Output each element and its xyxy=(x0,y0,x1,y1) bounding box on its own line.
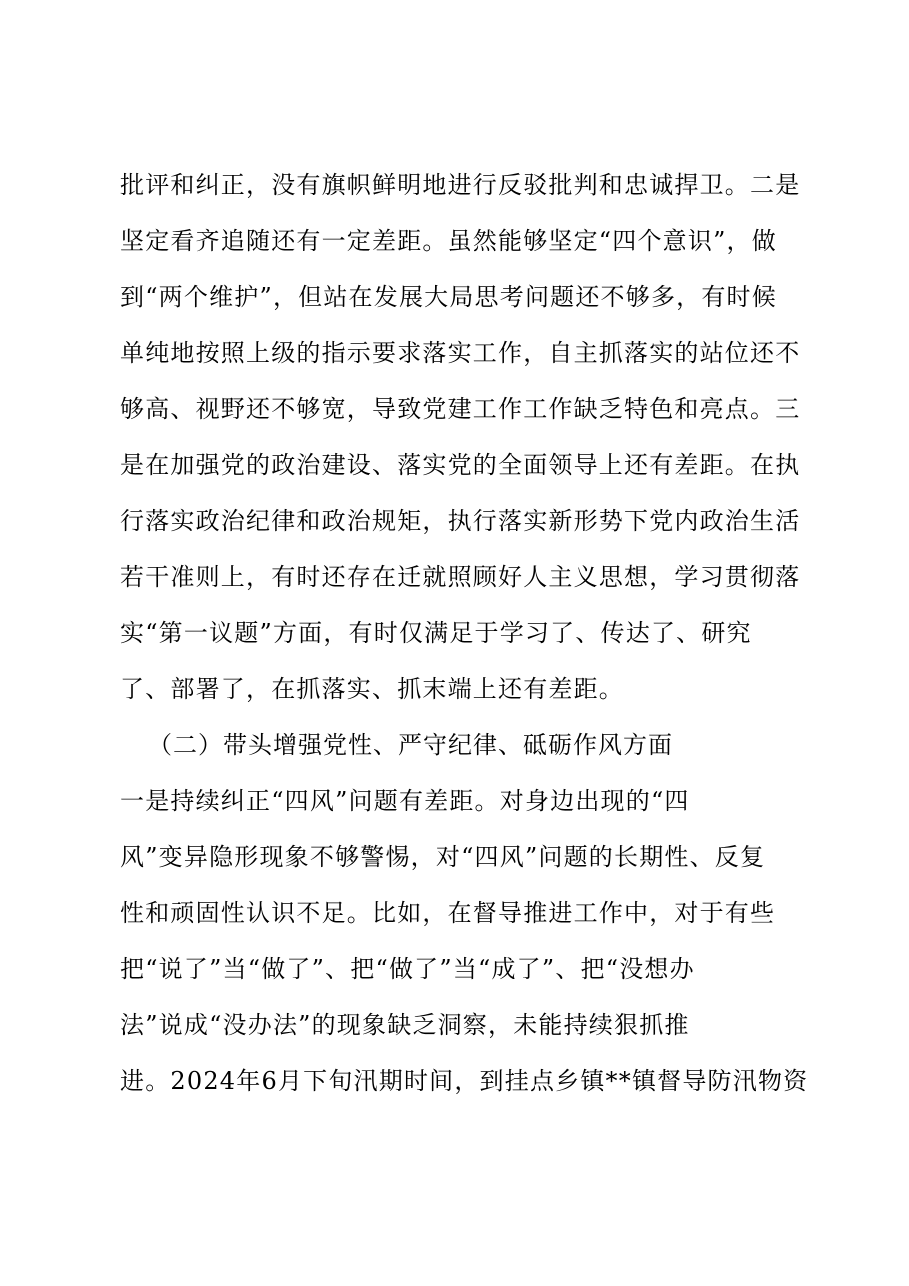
body-text-line: 风”变异隐形现象不够警惕，对“四风”问题的长期性、反复 xyxy=(120,843,766,871)
section-heading: （二）带头增强党性、严守纪律、砥砺作风方面 xyxy=(148,731,673,759)
body-text-line: 进。2024年6月下旬汛期时间，到挂点乡镇**镇督导防汛物资 xyxy=(120,1067,809,1095)
body-text-line: 性和顽固性认识不足。比如，在督导推进工作中，对于有些 xyxy=(120,899,776,927)
body-text-line: 法”说成“没办法”的现象缺乏洞察，未能持续狠抓推 xyxy=(120,1011,690,1039)
body-text-line: 一是持续纠正“四风”问题有差距。对身边出现的“四 xyxy=(120,787,690,815)
body-text-line: 行落实政治纪律和政治规矩，执行落实新形势下党内政治生活 xyxy=(120,507,801,535)
body-text-line: 实“第一议题”方面，有时仅满足于学习了、传达了、研究 xyxy=(120,619,752,647)
body-text-line: 了、部署了，在抓落实、抓末端上还有差距。 xyxy=(120,675,624,703)
body-text-line: 够高、视野还不够宽，导致党建工作工作缺乏特色和亮点。三 xyxy=(120,395,801,423)
body-text-line: 若干准则上，有时还存在迁就照顾好人主义思想，学习贯彻落 xyxy=(120,563,801,591)
body-text-line: 到“两个维护”，但站在发展大局思考问题还不够多，有时候 xyxy=(120,283,777,311)
body-text-line: 把“说了”当“做了”、把“做了”当“成了”、把“没想办 xyxy=(120,955,695,983)
body-text-line: 单纯地按照上级的指示要求落实工作，自主抓落实的站位还不 xyxy=(120,339,801,367)
body-text-line: 批评和纠正，没有旗帜鲜明地进行反驳批判和忠诚捍卫。二是 xyxy=(120,171,801,199)
body-text-line: 坚定看齐追随还有一定差距。虽然能够坚定“四个意识”，做 xyxy=(120,227,777,255)
body-text-line: 是在加强党的政治建设、落实党的全面领导上还有差距。在执 xyxy=(120,451,801,479)
